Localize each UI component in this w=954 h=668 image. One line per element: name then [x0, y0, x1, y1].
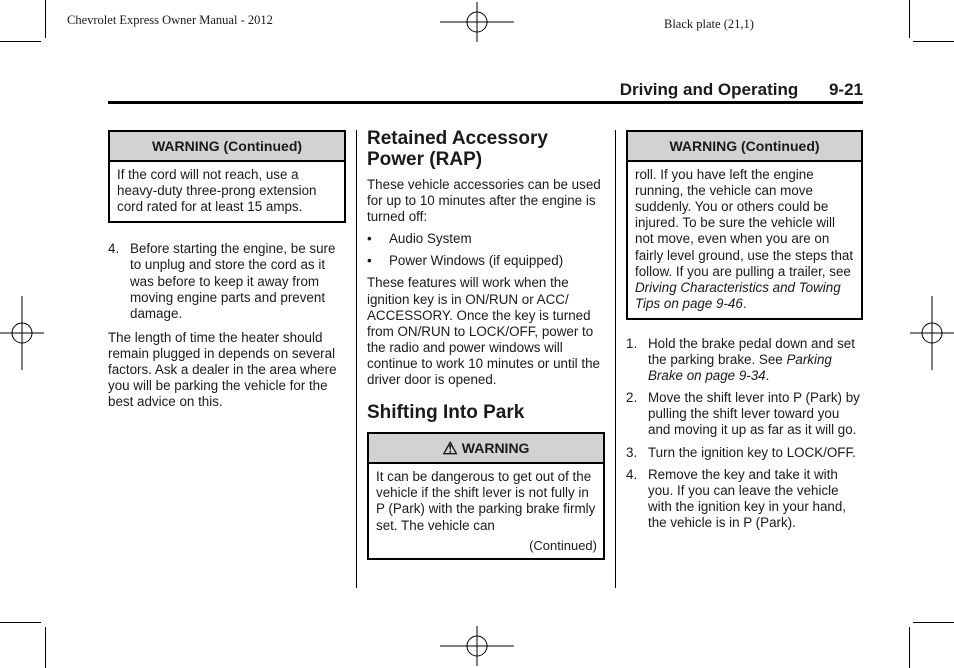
bullet-icon: •: [367, 231, 372, 247]
item-text: Power Windows (if equipped): [389, 253, 564, 269]
warning-title: WARNING (Continued): [628, 132, 861, 162]
heading-rap: Retained Accessory Power (RAP): [367, 128, 548, 170]
section-title: Driving and Operating: [619, 80, 799, 99]
bullet-icon: •: [367, 253, 372, 269]
item-text: Hold the brake pedal down and set the parking brake. See Parking Brake on page 9-34.: [648, 335, 855, 384]
item-text: Turn the ignition key to LOCK/OFF.: [648, 444, 856, 460]
item-text: Before starting the engine, be sure to unplug and store the cord as it was before to keep it away from moving engine parts and prevent damage.: [130, 241, 336, 321]
continued-label: (Continued): [529, 537, 597, 553]
crop-mark: [909, 627, 910, 668]
item-text: Move the shift lever into P (Park) by pulling the shift lever toward you and moving it up as far as it will go.: [648, 390, 860, 438]
item-number: 1.: [626, 335, 638, 351]
warning-body: It can be dangerous to get out of the vehicle if the shift lever is not fully in P (Park) with the parking brake firmly set. The vehicle can: [376, 469, 596, 533]
registration-mark-left: [0, 296, 44, 370]
warning-text-end: .: [742, 295, 747, 311]
warning-box: [367, 432, 605, 560]
column-2: [367, 128, 605, 560]
column-divider: [356, 130, 357, 588]
cross-reference: Driving Characteristics and Towing Tips on page 9-46: [635, 279, 841, 311]
list-item: [367, 253, 605, 269]
item-text: Audio System: [389, 231, 472, 247]
registration-mark-bottom: [440, 626, 514, 666]
registration-mark-top: [440, 2, 514, 42]
column-divider: [615, 130, 616, 588]
paragraph: These features will work when the ignition key is in ON/RUN or ACC/ ACCESSORY. Once the key is turned from ON/RUN to LOCK/OFF, power to the radio and power windows will continue to work 10 minutes or until the driver door is opened.: [367, 275, 600, 388]
warning-box: [626, 130, 863, 320]
warning-title: WARNING: [461, 440, 530, 457]
list-item: [626, 467, 863, 531]
warning-triangle-icon: ⚠: [442, 439, 458, 459]
column-1: [108, 130, 346, 416]
warning-title: WARNING (Continued): [110, 132, 344, 162]
crop-mark: [0, 41, 41, 42]
list-item: [626, 336, 863, 384]
crop-mark: [909, 0, 910, 38]
paragraph: These vehicle accessories can be used for up to 10 minutes after the engine is turned off:: [367, 177, 601, 225]
page-number: 9-21: [828, 80, 863, 99]
crop-mark: [913, 622, 954, 623]
item-number: 4.: [108, 241, 120, 257]
list-item: [626, 390, 863, 438]
item-text: Remove the key and take it with you. If you can leave the vehicle with the ignition key in your hand, the vehicle is in P (Park).: [648, 466, 847, 530]
item-number: 3.: [626, 444, 638, 460]
warning-text: roll. If you have left the engine running, the vehicle can move suddenly. You or others could be injured. To be sure the vehicle will not move, even when you are on fairly level ground, use the steps that follow. If you are pulling a trailer, see: [635, 167, 854, 279]
item-number: 2.: [626, 390, 638, 406]
header-rule: [108, 101, 863, 104]
list-item: [367, 231, 605, 247]
crop-mark: [913, 41, 954, 42]
warning-header: [369, 434, 603, 464]
paragraph: The length of time the heater should remain plugged in depends on several factors. Ask a dealer in the area where you will be parking the vehicle for the best advice on this.: [108, 329, 337, 410]
crop-mark: [45, 0, 46, 38]
item-number: 4.: [626, 466, 638, 482]
manual-title: Chevrolet Express Owner Manual - 2012: [67, 13, 273, 27]
list-item: [108, 241, 346, 321]
column-3: [626, 130, 863, 537]
crop-mark: [0, 622, 41, 623]
plate-label: Black plate (21,1): [664, 17, 754, 31]
list-item: [626, 445, 863, 461]
heading-park: Shifting Into Park: [367, 402, 525, 424]
warning-box: [108, 130, 346, 223]
crop-mark: [45, 627, 46, 668]
warning-body: If the cord will not reach, use a heavy-duty three-prong extension cord rated for at least 15 amps.: [117, 167, 317, 215]
warning-body: [628, 162, 861, 318]
running-header: [560, 80, 863, 100]
registration-mark-right: [910, 296, 954, 370]
cross-reference: Parking Brake on page 9-34: [648, 352, 832, 384]
